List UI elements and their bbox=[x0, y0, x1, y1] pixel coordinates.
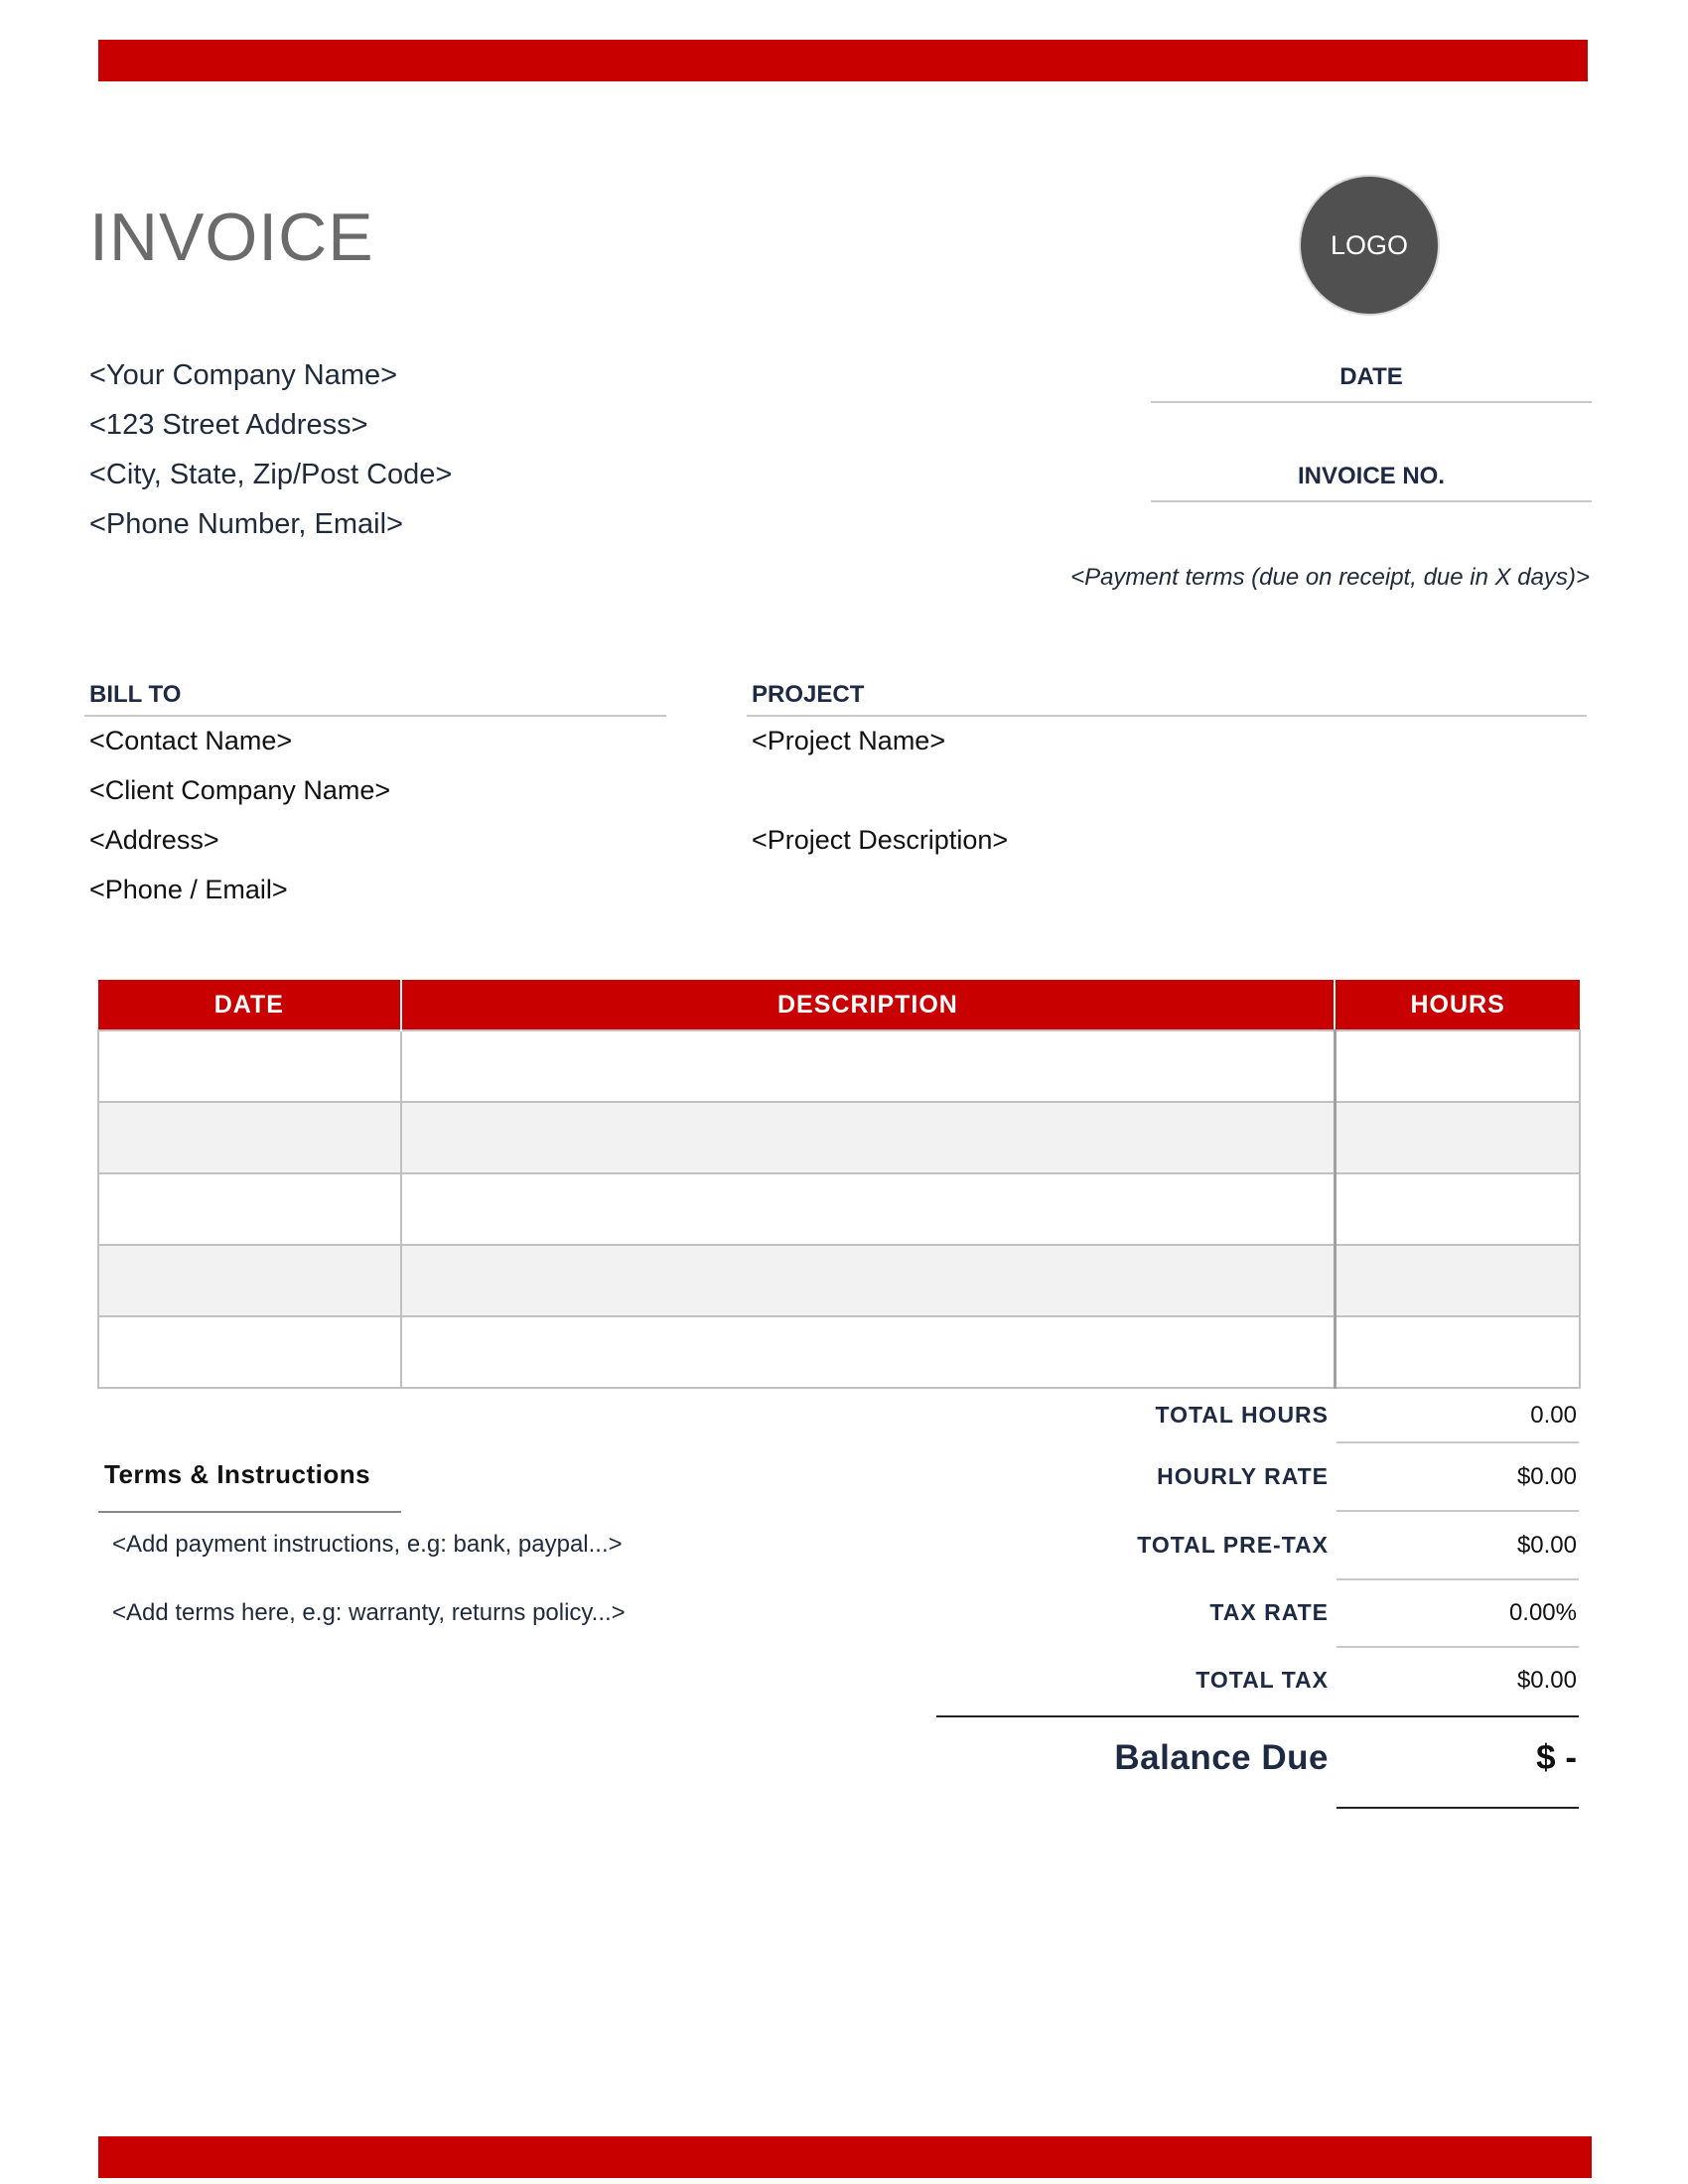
company-street: <123 Street Address> bbox=[89, 409, 368, 441]
client-company-name: <Client Company Name> bbox=[89, 775, 391, 805]
client-phone-email: <Phone / Email> bbox=[89, 875, 288, 904]
total-pretax-label: TOTAL PRE-TAX bbox=[1137, 1532, 1329, 1558]
cell-date[interactable] bbox=[98, 1245, 401, 1316]
summary-divider bbox=[1336, 1646, 1579, 1648]
project-description: <Project Description> bbox=[752, 825, 1009, 855]
company-contact: <Phone Number, Email> bbox=[89, 508, 403, 540]
project-name: <Project Name> bbox=[752, 726, 946, 755]
project-heading: PROJECT bbox=[752, 681, 865, 708]
cell-description[interactable] bbox=[401, 1102, 1336, 1173]
balance-due-label: Balance Due bbox=[1114, 1738, 1329, 1777]
terms-heading: Terms & Instructions bbox=[104, 1459, 371, 1489]
cell-hours[interactable] bbox=[1335, 1245, 1580, 1316]
total-tax-value: $0.00 bbox=[1516, 1667, 1577, 1694]
invoice-no-label: INVOICE NO. bbox=[1297, 463, 1446, 489]
column-header-description: DESCRIPTION bbox=[401, 980, 1336, 1030]
summary-divider bbox=[1336, 1578, 1579, 1580]
balance-due-value: $ - bbox=[1536, 1738, 1577, 1777]
balance-divider-top bbox=[936, 1715, 1579, 1717]
terms-policy: <Add terms here, e.g: warranty, returns policy...> bbox=[112, 1599, 626, 1626]
summary-divider bbox=[1336, 1510, 1579, 1512]
table-row bbox=[98, 1316, 1580, 1388]
cell-description[interactable] bbox=[401, 1245, 1336, 1316]
cell-description[interactable] bbox=[401, 1173, 1336, 1245]
logo-placeholder bbox=[1299, 175, 1440, 316]
tax-rate-value: 0.00% bbox=[1508, 1599, 1577, 1626]
cell-hours[interactable] bbox=[1335, 1173, 1580, 1245]
total-pretax-value: $0.00 bbox=[1516, 1532, 1577, 1559]
top-accent-bar bbox=[98, 40, 1588, 81]
tax-rate-label: TAX RATE bbox=[1209, 1599, 1329, 1625]
column-header-hours: HOURS bbox=[1335, 980, 1580, 1030]
client-address: <Address> bbox=[89, 825, 219, 855]
bill-to-details bbox=[89, 721, 390, 919]
table-row bbox=[98, 1030, 1580, 1102]
balance-divider-bottom bbox=[1336, 1807, 1579, 1809]
cell-description[interactable] bbox=[401, 1316, 1336, 1388]
contact-name: <Contact Name> bbox=[89, 726, 293, 755]
cell-hours[interactable] bbox=[1335, 1316, 1580, 1388]
table-row bbox=[98, 1173, 1580, 1245]
cell-hours[interactable] bbox=[1335, 1102, 1580, 1173]
total-tax-label: TOTAL TAX bbox=[1196, 1667, 1329, 1693]
hourly-rate-label: HOURLY RATE bbox=[1157, 1463, 1329, 1489]
column-header-date: DATE bbox=[98, 980, 401, 1030]
payment-instructions: <Add payment instructions, e.g: bank, paypal...> bbox=[112, 1531, 623, 1558]
invoice-no-field-line[interactable] bbox=[1151, 500, 1592, 502]
cell-date[interactable] bbox=[98, 1316, 401, 1388]
project-details bbox=[752, 721, 1008, 870]
logo-text: LOGO bbox=[1330, 229, 1409, 260]
company-name: <Your Company Name> bbox=[89, 359, 398, 391]
cell-description[interactable] bbox=[401, 1030, 1336, 1102]
cell-date[interactable] bbox=[98, 1173, 401, 1245]
page-title: INVOICE bbox=[89, 200, 374, 275]
summary-divider bbox=[1336, 1441, 1579, 1443]
cell-hours[interactable] bbox=[1335, 1030, 1580, 1102]
hourly-rate-value: $0.00 bbox=[1516, 1463, 1577, 1490]
project-divider bbox=[747, 715, 1587, 717]
date-field-line[interactable] bbox=[1151, 401, 1592, 403]
terms-divider bbox=[98, 1511, 401, 1513]
date-label: DATE bbox=[1339, 363, 1403, 390]
bill-to-divider bbox=[84, 715, 666, 717]
total-hours-label: TOTAL HOURS bbox=[1155, 1402, 1329, 1428]
project-spacer bbox=[752, 770, 1008, 820]
cell-date[interactable] bbox=[98, 1102, 401, 1173]
bill-to-heading: BILL TO bbox=[89, 681, 182, 708]
company-city: <City, State, Zip/Post Code> bbox=[89, 459, 453, 490]
line-items-table bbox=[97, 980, 1581, 1389]
company-info bbox=[89, 355, 452, 554]
total-hours-value: 0.00 bbox=[1530, 1402, 1577, 1429]
table-row bbox=[98, 1245, 1580, 1316]
bottom-accent-bar bbox=[98, 2136, 1592, 2178]
cell-date[interactable] bbox=[98, 1030, 401, 1102]
table-row bbox=[98, 1102, 1580, 1173]
payment-terms: <Payment terms (due on receipt, due in X days)> bbox=[1070, 564, 1590, 591]
